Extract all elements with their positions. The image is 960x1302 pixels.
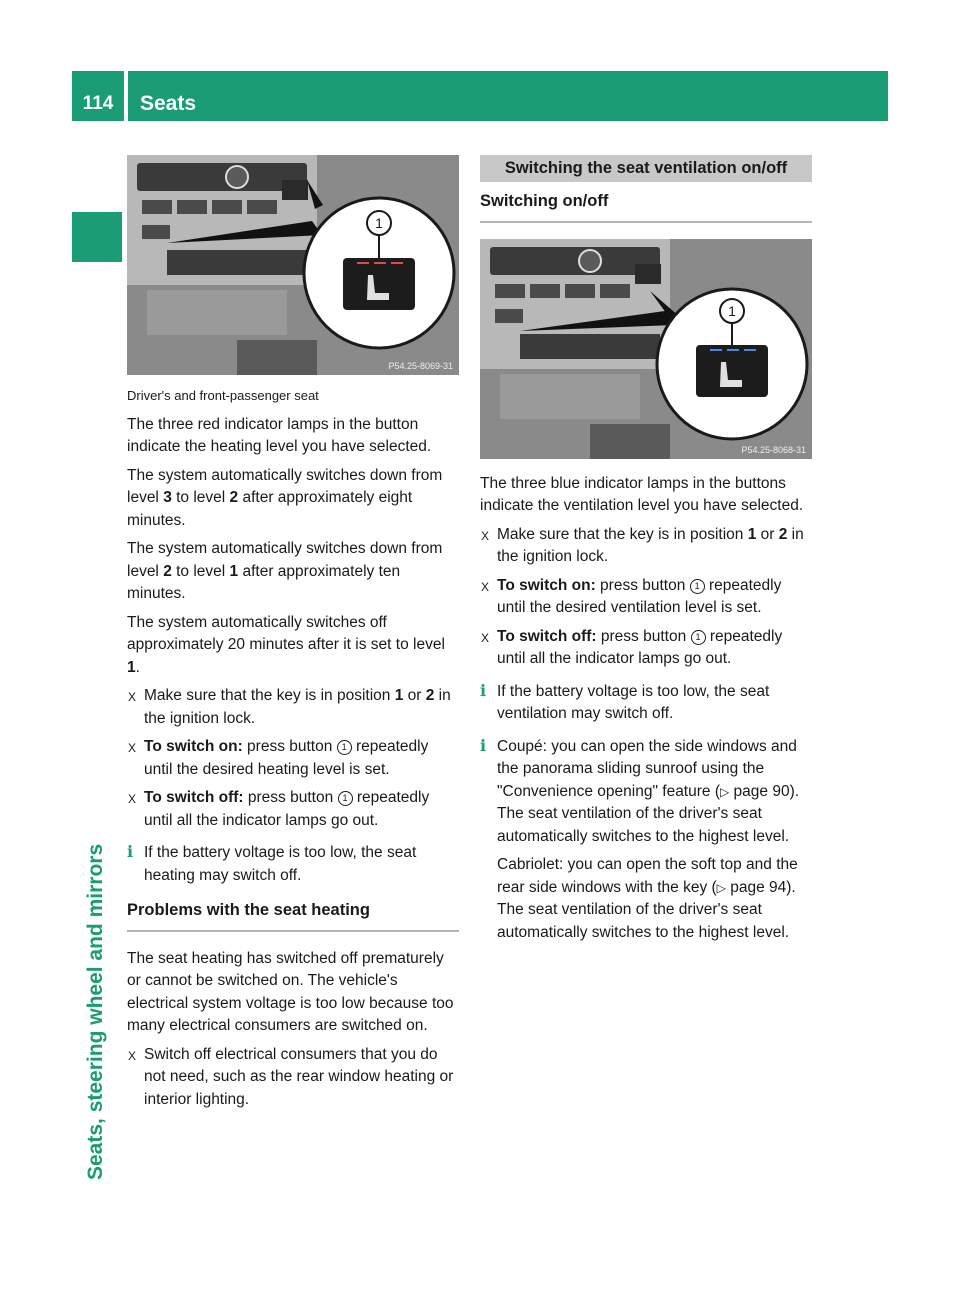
seat-ventilation-photo	[480, 239, 812, 459]
header-divider	[124, 71, 128, 121]
info-icon: i	[480, 680, 487, 700]
section-title: Seats	[140, 92, 197, 115]
subheading: Switching on/off	[480, 190, 812, 223]
info-note-continuation: Cabriolet: you can open the soft top and the rear side windows with the key (▷ page 94). The seat ventilation of the driver's seat automatically switches to the highest level.	[497, 856, 798, 941]
seat-heating-photo	[127, 155, 459, 375]
info-note: i Coupé: you can open the side windows and the panorama sliding sunroof using the "Convenience opening" feature (▷ page 90). The seat ventilation of the driver's seat automatically switches to the highest level.	[480, 735, 800, 845]
right-column	[480, 155, 812, 950]
page-number: 114	[82, 93, 114, 114]
paragraph: The system automatically switches down from level 3 to level 2 after approximately eight minutes.	[127, 466, 443, 529]
console-illustration	[127, 155, 459, 375]
info-icon: i	[127, 842, 134, 861]
info-icon: i	[480, 735, 487, 755]
step-arrow-icon: X	[481, 630, 490, 645]
section-band-heading: Switching the seat ventilation on/off	[480, 155, 812, 182]
step-arrow-icon: X	[481, 528, 490, 543]
paragraph: The three blue indicator lamps in the buttons indicate the ventilation level you have selected.	[480, 474, 804, 514]
figure-caption: Driver's and front-passenger seat	[127, 388, 319, 403]
page-ref-arrow-icon: ▷	[716, 880, 726, 895]
button-number-icon: 1	[337, 740, 352, 755]
photo-callout: 1	[728, 302, 736, 319]
page-ref-arrow-icon: ▷	[720, 784, 730, 799]
step-arrow-icon: X	[128, 1048, 137, 1063]
step-item: X To switch off: press button 1 repeatedly until all the indicator lamps go out.	[128, 789, 430, 829]
subheading: Problems with the seat heating	[127, 899, 459, 932]
button-number-icon: 1	[691, 630, 706, 645]
step-arrow-icon: X	[128, 690, 137, 704]
step-arrow-icon: X	[128, 741, 137, 755]
paragraph: The three red indicator lamps in the button indicate the heating level you have selected.	[127, 415, 432, 455]
photo-code: P54.25-8068-31	[741, 444, 806, 455]
step-item: X Make sure that the key is in position 1 or 2 in the ignition lock.	[128, 687, 451, 727]
step-arrow-icon: X	[481, 579, 490, 594]
info-note: i If the battery voltage is too low, the seat heating may switch off.	[127, 842, 417, 884]
step-item: X To switch on: press button 1 repeatedly until the desired heating level is set.	[128, 738, 429, 778]
left-column	[127, 155, 459, 1117]
button-number-icon: 1	[690, 579, 705, 594]
paragraph: The seat heating has switched off prematurely or cannot be switched on. The vehicle's electrical system voltage is too low because too many electrical consumers are switched on.	[127, 949, 454, 1034]
paragraph: The system automatically switches down from level 2 to level 1 after approximately ten minutes.	[127, 540, 443, 602]
side-tab-marker	[72, 212, 122, 262]
photo-code: P54.25-8069-31	[388, 361, 453, 371]
step-arrow-icon: X	[128, 792, 137, 806]
console-illustration	[480, 239, 812, 459]
step-item: X Make sure that the key is in position 1 or 2 in the ignition lock.	[481, 525, 804, 565]
paragraph: The system automatically switches off approximately 20 minutes after it is set to level 1.	[127, 613, 445, 676]
chapter-side-title: Seats, steering wheel and mirrors	[84, 843, 107, 1180]
step-item: X To switch on: press button 1 repeatedly until the desired ventilation level is set.	[481, 576, 782, 616]
step-item: X To switch off: press button 1 repeatedly until all the indicator lamps go out.	[481, 627, 783, 667]
photo-callout: 1	[375, 215, 383, 231]
button-number-icon: 1	[338, 791, 353, 806]
step-item: X Switch off electrical consumers that you do not need, such as the rear window heating or interior lighting.	[128, 1045, 454, 1108]
info-note: i If the battery voltage is too low, the seat ventilation may switch off.	[480, 680, 770, 722]
